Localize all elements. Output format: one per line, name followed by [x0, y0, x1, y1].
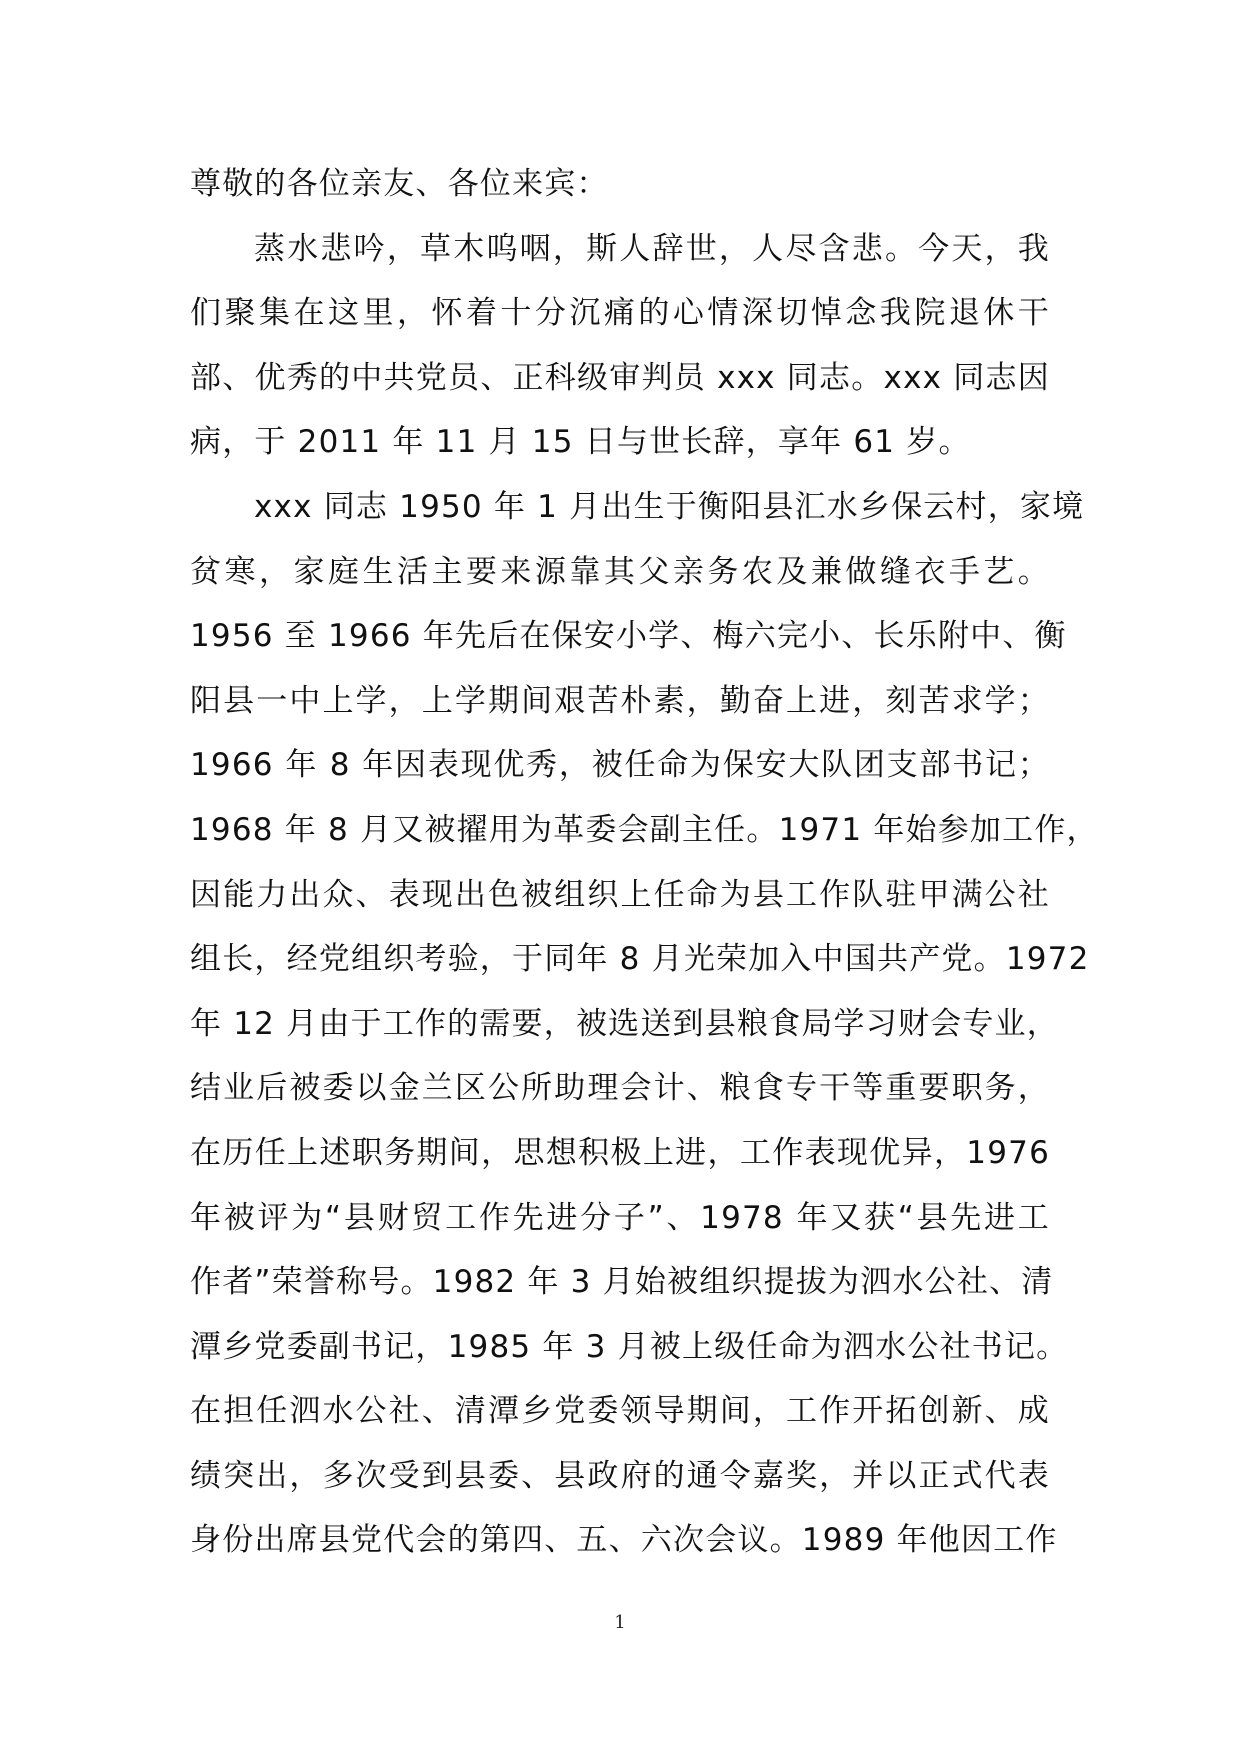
- paragraph-1: [190, 217, 1050, 475]
- paragraph-line: 年被评为“县财贸工作先进分子”、1978 年又获“县先进工: [190, 1199, 1050, 1236]
- paragraph-line: 阳县一中上学，上学期间艰苦朴素，勤奋上进，刻苦求学；: [190, 682, 1050, 719]
- paragraph-line: 在历任上述职务期间，思想积极上进，工作表现优异，1976: [190, 1134, 1050, 1171]
- paragraph-line: 蒸水悲吟，草木呜咽，斯人辞世，人尽含悲。今天，我: [254, 230, 1050, 267]
- paragraph-line: xxx 同志 1950 年 1 月出生于衡阳县汇水乡保云村，家境: [254, 488, 1085, 525]
- paragraph-line: 在担任泗水公社、清潭乡党委领导期间，工作开拓创新、成: [190, 1393, 1050, 1430]
- paragraph-2: [190, 475, 1099, 1573]
- page-number: 1: [614, 1612, 626, 1633]
- paragraph-line: 部、优秀的中共党员、正科级审判员 xxx 同志。xxx 同志因: [190, 359, 1050, 396]
- salutation: 尊敬的各位亲友、各位来宾：: [190, 166, 609, 202]
- paragraph-line: 1966 年 8 年因表现优秀，被任命为保安大队团支部书记；: [190, 747, 1050, 784]
- paragraph-line: 因能力出众、表现出色被组织上任命为县工作队驻甲满公社: [190, 876, 1050, 913]
- paragraph-line: 绩突出，多次受到县委、县政府的通令嘉奖，并以正式代表: [190, 1457, 1050, 1494]
- paragraph-line: 贫寒，家庭生活主要来源靠其父亲务农及兼做缝衣手艺。: [190, 553, 1050, 590]
- paragraph-line: 们聚集在这里，怀着十分沉痛的心情深切悼念我院退休干: [190, 295, 1050, 332]
- paragraph-line: 1956 至 1966 年先后在保安小学、梅六完小、长乐附中、衡: [190, 618, 1067, 655]
- paragraph-line: 1968 年 8 月又被擢用为革委会副主任。1971 年始参加工作，: [190, 811, 1099, 848]
- paragraph-line: 年 12 月由于工作的需要，被选送到县粮食局学习财会专业，: [190, 1005, 1059, 1042]
- document-body: [190, 152, 1099, 1573]
- paragraph-line: 身份出席县党代会的第四、五、六次会议。1989 年他因工作: [190, 1522, 1058, 1559]
- paragraph-line: 病，于 2011 年 11 月 15 日与世长辞，享年 61 岁。: [190, 424, 971, 461]
- paragraph-line: 组长，经党组织考验，于同年 8 月光荣加入中国共产党。1972: [190, 941, 1090, 978]
- paragraph-line: 作者”荣誉称号。1982 年 3 月始被组织提拔为泗水公社、清: [190, 1264, 1054, 1301]
- paragraph-line: 结业后被委以金兰区公所助理会计、粮食专干等重要职务，: [190, 1070, 1050, 1107]
- paragraph-line: 潭乡党委副书记，1985 年 3 月被上级任命为泗水公社书记。: [190, 1328, 1069, 1365]
